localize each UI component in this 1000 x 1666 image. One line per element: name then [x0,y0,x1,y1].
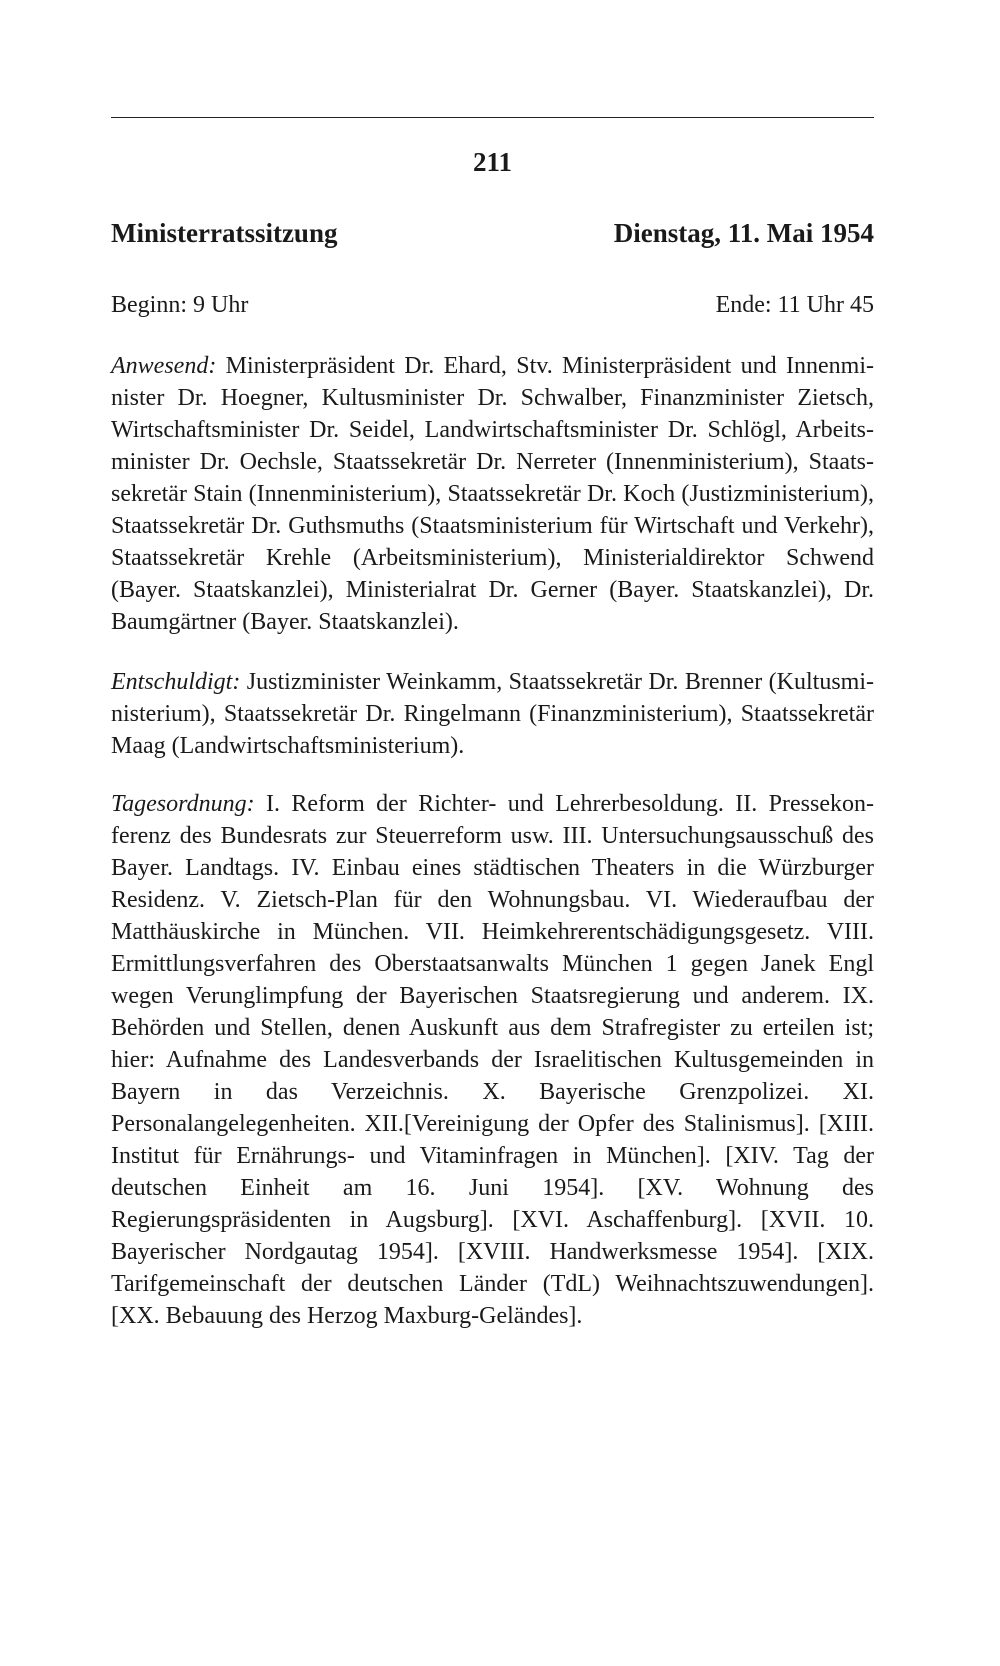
attendees-label: Anwesend: [111,353,217,379]
excused-text: Justizminister Weinkamm, Staatssekretär Dr. Brenner (Kultusministerium), Staatssekretär Dr. Ringelmann (Finanzministerium), Staatssekretär Maag (Landwirtschaftsministerium). [111,669,874,759]
agenda-paragraph [111,788,874,1332]
top-rule [111,117,874,118]
agenda-text: I. Reform der Richter- und Lehrerbesoldung. II. Pressekonferenz des Bundesrats zur Steuerreform usw. III. Untersuchungsausschuß des Bayer. Landtags. IV. Einbau eines städtischen Theaters in die Würzburger Residenz. V. Zietsch-Plan für den Wohnungsbau. VI. Wiederaufbau der Matthäuskirche in München. VII. Heimkehrerentschädigungsgesetz. VIII. Ermittlungsverfahren des Oberstaatsanwalts München 1 gegen Janek Engl wegen Verunglimpfung der Bayerischen Staatsregierung und anderem. IX. Behörden und Stellen, denen Auskunft aus dem Strafregister zu erteilen ist; hier: Aufnahme des Landesverbands der Israelitischen Kultusgemeinden in Bayern in das Verzeichnis. X. Bayerische Grenzpolizei. XI. Personalangelegenheiten. XII.[Vereinigung der Opfer des Stalinismus]. [XIII. Institut für Ernährungs- und Vitaminfragen in München]. [XIV. Tag der deutschen Einheit am 16. Juni 1954]. [XV. Wohnung des Regierungspräsidenten in Augsburg]. [XVI. Aschaffenburg]. [XVII. 10. Bayerischer Nordgautag 1954]. [XVIII. Handwerksmesse 1954]. [XIX. Tarifgemeinschaft der deutschen Länder (TdL) Weihnachtszuwendungen]. [XX. Bebauung des Herzog Maxburg-Geländes]. [111,791,874,1329]
page-number: 211 [472,147,512,177]
session-times [111,289,874,321]
attendees-paragraph [111,350,874,638]
excused-paragraph [111,666,874,762]
end-time: Ende: 11 Uhr 45 [715,292,874,318]
session-title: Ministerratssitzung [111,218,338,248]
start-time: Beginn: 9 Uhr [111,292,249,318]
agenda-label: Tagesordnung: [111,791,255,817]
attendees-text: Ministerpräsident Dr. Ehard, Stv. Ministerpräsident und Innenminister Dr. Hoegner, Kultusminister Dr. Schwalber, Finanzminister Zietsch, Wirtschaftsminister Dr. Seidel, Landwirtschaftsminister Dr. Schlögl, Arbeitsminister Dr. Oechsle, Staatssekretär Dr. Nerreter (Innenministerium), Staatssekretär Stain (Innenministerium), Staatssekretär Dr. Koch (Justizministerium), Staatssekretär Dr. Guthsmuths (Staatsministerium für Wirtschaft und Verkehr), Staatssekretär Krehle (Arbeitsministerium), Ministerialdirektor Schwend (Bayer. Staatskanzlei), Ministerialrat Dr. Gerner (Bayer. Staatskanzlei), Dr. Baumgärtner (Bayer. Staatskanzlei). [111,353,874,635]
session-date: Dienstag, 11. Mai 1954 [613,218,874,248]
excused-label: Entschuldigt: [111,669,241,695]
session-header [111,215,874,251]
